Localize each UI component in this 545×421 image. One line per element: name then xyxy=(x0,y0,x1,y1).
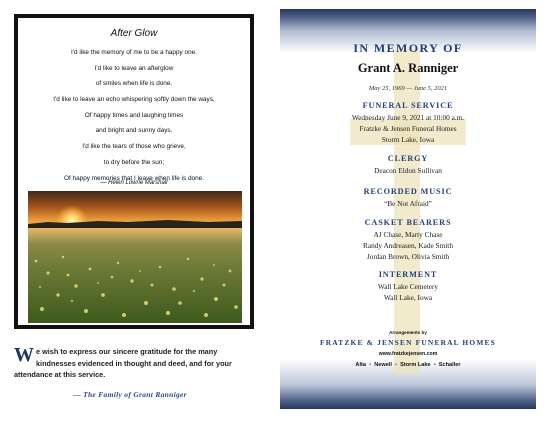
cemetery-name: Wall Lake Cemetery xyxy=(377,282,439,291)
deceased-name: Grant A. Ranniger xyxy=(357,61,459,75)
bullet-separator: • xyxy=(393,362,399,368)
poem-line: I'd like to leave an afterglow xyxy=(94,64,174,72)
town-newell: Newell xyxy=(374,362,392,368)
recorded-music-heading: RECORDED MUSIC xyxy=(363,187,453,196)
service-city: Storm Lake, Iowa xyxy=(381,134,435,144)
gratitude-text: e wish to express our sincere gratitude for the many kindnesses evidenced in thought and deed, and for your attendance at this service. xyxy=(14,347,232,379)
poem-title: After Glow xyxy=(110,28,158,39)
sunrise-field-photo xyxy=(28,191,242,323)
clergy-name: Deacon Eldon Sullivan xyxy=(374,166,442,175)
poem-card xyxy=(14,14,254,329)
location-list xyxy=(280,362,536,368)
gratitude-message xyxy=(14,346,259,381)
music-title: “Be Not Afraid” xyxy=(384,199,432,208)
bullet-separator: • xyxy=(367,362,373,368)
poem-author: — Helen Lowrie Marshall xyxy=(100,180,168,186)
poem-line: I'd like the memory of me to be a happy one. xyxy=(71,49,197,56)
poem-line: I'd like to leave an echo whispering softly down the ways, xyxy=(53,96,215,104)
funeral-home-name: FRATZKE & JENSEN FUNERAL HOMES xyxy=(320,338,496,347)
funeral-home-website: www.fratzkejensen.com xyxy=(378,351,438,357)
poem-line: and bright and sunny days. xyxy=(95,127,173,135)
bullet-separator: • xyxy=(432,362,438,368)
clergy-heading: CLERGY xyxy=(387,154,429,163)
poem-line: Of happy times and laughing times xyxy=(84,111,184,119)
service-datetime: Wednesday June 9, 2021 at 10:00 a.m. xyxy=(351,113,465,122)
memorial-program xyxy=(280,9,536,409)
family-signature: — The Family of Grant Ranniger xyxy=(73,390,187,399)
life-dates: May 25, 1969 — June 5, 2021 xyxy=(368,85,448,92)
town-alta: Alta xyxy=(355,362,366,368)
casket-bearers-list xyxy=(280,230,536,262)
bearers-line: AJ Chase, Marty Chase xyxy=(373,230,443,239)
poem-line: of smiles when life is done. xyxy=(95,80,173,88)
casket-bearers-heading: CASKET BEARERS xyxy=(364,218,452,227)
drop-cap: W xyxy=(14,344,34,366)
interment-details xyxy=(280,282,536,304)
town-storm-lake: Storm Lake xyxy=(400,362,431,368)
in-memory-heading: IN MEMORY OF xyxy=(353,41,463,55)
bearers-line: Jordan Brown, Olivia Smith xyxy=(366,251,450,261)
arrangements-label: Arrangements by xyxy=(389,330,427,335)
poem-line: to dry before the sun; xyxy=(103,158,165,166)
poem-line: I'd like the tears of those who grieve, xyxy=(82,143,186,151)
cemetery-city: Wall Lake, Iowa xyxy=(383,292,433,302)
service-location: Fratzke & Jensen Funeral Homes xyxy=(359,123,457,133)
poem-line: Of happy memories that I leave when life is done. xyxy=(64,174,204,182)
bearers-line: Randy Andreasen, Kade Smith xyxy=(363,240,453,250)
poem-body xyxy=(18,45,250,186)
town-schaller: Schaller xyxy=(438,362,461,368)
funeral-service-details xyxy=(280,113,536,145)
interment-heading: INTERMENT xyxy=(378,270,438,279)
funeral-service-heading: FUNERAL SERVICE xyxy=(362,101,454,110)
